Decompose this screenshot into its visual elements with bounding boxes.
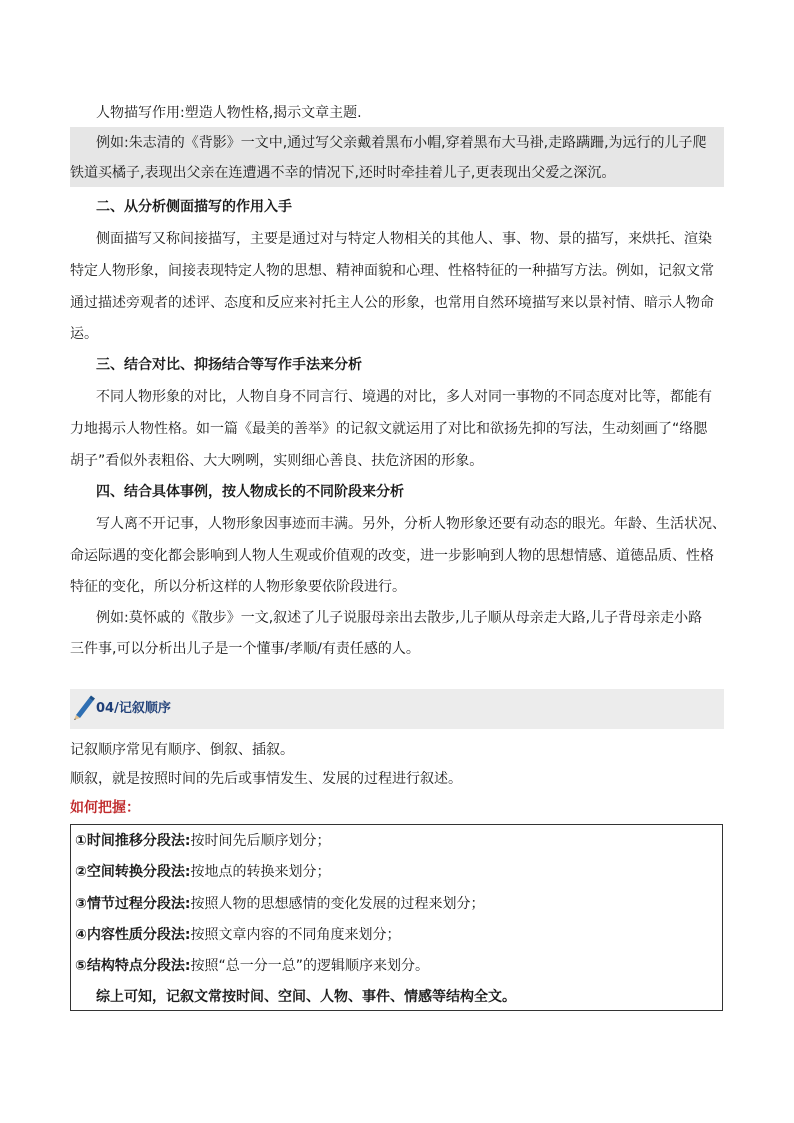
summary-text: 综上可知，记叙文常按时间、空间、人物、事件、情感等结构全文。 (96, 989, 516, 1005)
method-name: ③情节过程分段法: (75, 896, 191, 912)
paragraph-line: 不同人物形象的对比，人物自身不同言行、境遇的对比，多人对同一事物的不同态度对比等，都能有 (96, 389, 712, 405)
method-desc: 按地点的转换来划分； (190, 864, 331, 880)
paragraph-line: 侧面描写又称间接描写，主要是通过对与特定人物相关的其他人、事、物、景的描写，来烘托、渲染 (96, 231, 712, 247)
method-desc: 按照“总一分一总”的逻辑顺序来划分。 (190, 958, 429, 974)
example-line: 例如:莫怀戚的《散步》一文,叙述了儿子说服母亲出去散步,儿子顺从母亲走大路,儿子背母亲走小路 (96, 610, 703, 626)
method-desc: 按照文章内容的不同角度来划分； (190, 927, 401, 943)
paragraph-line: 力地揭示人物性格。如一篇《最美的善举》的记叙文就运用了对比和欲扬先抑的写法，生动刻画了“络腮 (70, 421, 708, 437)
paragraph-line: 特征的变化，所以分析这样的人物形象要依阶段进行。 (70, 579, 406, 595)
subheading: 二、从分析侧面描写的作用入手 (96, 199, 292, 215)
paragraph-description-purpose: 人物描写作用:塑造人物性格,揭示文章主题. (96, 105, 362, 121)
methods-box (70, 824, 723, 1011)
section-intro: 顺叙，就是按照时间的先后或事情发生、发展的过程进行叙述。 (70, 771, 462, 787)
method-item (75, 894, 484, 914)
example-line: 三件事,可以分析出儿子是一个懂事/孝顺/有责任感的人。 (70, 641, 420, 657)
section-header (70, 689, 724, 729)
method-name: ④内容性质分段法: (75, 927, 191, 943)
section-title: 04/记叙顺序 (96, 701, 171, 716)
example-line: 例如:朱志清的《背影》一文中,通过写父亲戴着黑布小帽,穿着黑布大马褂,走路蹒跚,为远行的儿子爬 (96, 135, 707, 151)
how-to-label: 如何把握： (70, 800, 140, 816)
paragraph-line: 写人离不开记事，人物形象因事迹而丰满。另外，分析人物形象还要有动态的眼光。年龄、生活状况、 (96, 516, 726, 532)
paragraph-line: 通过描述旁观者的述评、态度和反应来衬托主人公的形象，也常用自然环境描写来以景衬情、暗示人物命 (70, 295, 714, 311)
method-item (75, 925, 400, 945)
paragraph-line: 运。 (70, 326, 98, 342)
method-item (75, 862, 330, 882)
section-intro: 记叙顺序常见有顺序、倒叙、插叙。 (70, 742, 294, 758)
method-name: ⑤结构特点分段法: (75, 958, 191, 974)
method-item (75, 956, 429, 976)
method-name: ②空间转换分段法: (75, 864, 191, 880)
method-desc: 按时间先后顺序划分； (190, 833, 331, 849)
paragraph-line: 命运际遇的变化都会影响到人物人生观或价值观的改变，进一步影响到人物的思想情感、道德品质、性格 (70, 548, 714, 564)
paragraph-line: 特定人物形象，间接表现特定人物的思想、精神面貌和心理、性格特征的一种描写方法。例如，记叙文常 (70, 263, 714, 279)
method-name: ①时间推移分段法: (75, 833, 191, 849)
subheading: 三、结合对比、抑扬结合等写作手法来分析 (96, 357, 362, 373)
pencil-icon (72, 695, 96, 721)
method-item (75, 831, 330, 851)
paragraph-line: 胡子”看似外表粗俗、大大咧咧，实则细心善良、扶危济困的形象。 (70, 453, 484, 469)
subheading: 四、结合具体事例，按人物成长的不同阶段来分析 (96, 484, 404, 500)
method-desc: 按照人物的思想感情的变化发展的过程来划分； (190, 896, 485, 912)
example-line: 铁道买橘子,表现出父亲在连遭遇不幸的情况下,还时时牵挂着儿子,更表现出父爱之深沉。 (70, 165, 616, 181)
